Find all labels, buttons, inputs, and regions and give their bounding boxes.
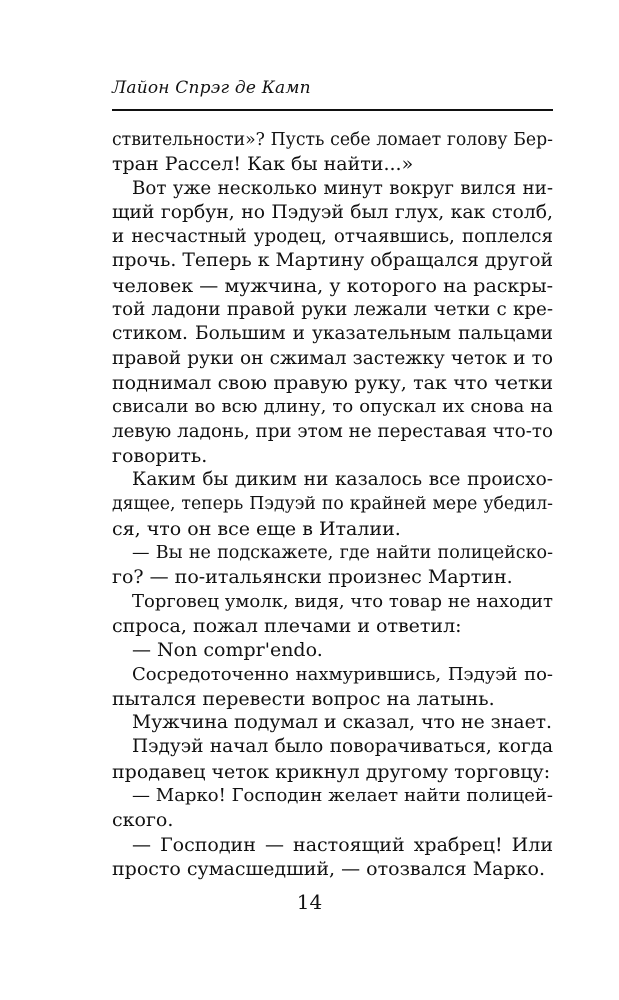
header-rule <box>112 109 553 111</box>
text-line: стиком. Большим и указательным пальцами <box>112 323 553 345</box>
text-line: Сосредоточенно нахмурившись, Пэдуэй по- <box>132 663 553 685</box>
text-line: — Non compr'endo. <box>132 639 323 662</box>
text-line: Торговец умолк, видя, что товар не находит <box>132 590 553 612</box>
text-line: правой руки он сжимал застежку четок и то <box>112 347 553 369</box>
running-head: Лайон Спрэг де Камп <box>112 78 311 98</box>
text-line: и несчастный уродец, отчаявшись, поплелся <box>112 226 553 248</box>
text-line: спроса, пожал плечами и ответил: <box>112 614 462 637</box>
text-line: Каким бы диким ни казалось все происхо- <box>132 469 553 491</box>
text-line: прочь. Теперь к Мартину обращался другой <box>112 250 553 272</box>
body-text <box>112 128 553 881</box>
text-line: — Марко! Господин желает найти полицей- <box>132 785 553 807</box>
text-line: дящее, теперь Пэдуэй по крайней мере убедил- <box>112 494 553 515</box>
text-line: человек — мужчина, у которого на раскры- <box>112 274 553 297</box>
text-line: щий горбун, но Пэдуэй был глух, как столб, <box>112 201 553 223</box>
text-line: левую ладонь, при этом не переставая что-то <box>112 420 553 442</box>
page-number: 14 <box>296 890 323 914</box>
text-line: той ладони правой руки лежали четки с кре- <box>112 299 553 321</box>
text-line: ся, что он все еще в Италии. <box>112 517 401 540</box>
text-line: Вот уже несколько минут вокруг вился ни- <box>132 177 553 199</box>
text-line: Мужчина подумал и сказал, что не знает. <box>132 712 552 734</box>
text-line: свисали во всю длину, то опускал их снова на <box>112 396 553 418</box>
text-line: го? — по-итальянски произнес Мартин. <box>112 566 513 589</box>
text-line: пытался перевести вопрос на латынь. <box>112 687 495 710</box>
text-line: ского. <box>112 809 174 832</box>
text-line: просто сумасшедший, — отозвался Марко. <box>112 857 545 880</box>
text-line: тран Рассел! Как бы найти...» <box>112 153 414 176</box>
text-line: Пэдуэй начал было поворачиваться, когда <box>132 736 553 758</box>
text-line: — Господин — настоящий храбрец! Или <box>132 833 553 856</box>
text-line: — Вы не подскажете, где найти полицейско- <box>132 543 553 564</box>
text-line: ствительности»? Пусть себе ломает голову Бер- <box>112 130 553 150</box>
text-line: говорить. <box>112 444 208 467</box>
text-line: продавец четок крикнул другому торговцу: <box>112 760 551 783</box>
text-line: поднимал свою правую руку, так что четки <box>112 371 553 394</box>
